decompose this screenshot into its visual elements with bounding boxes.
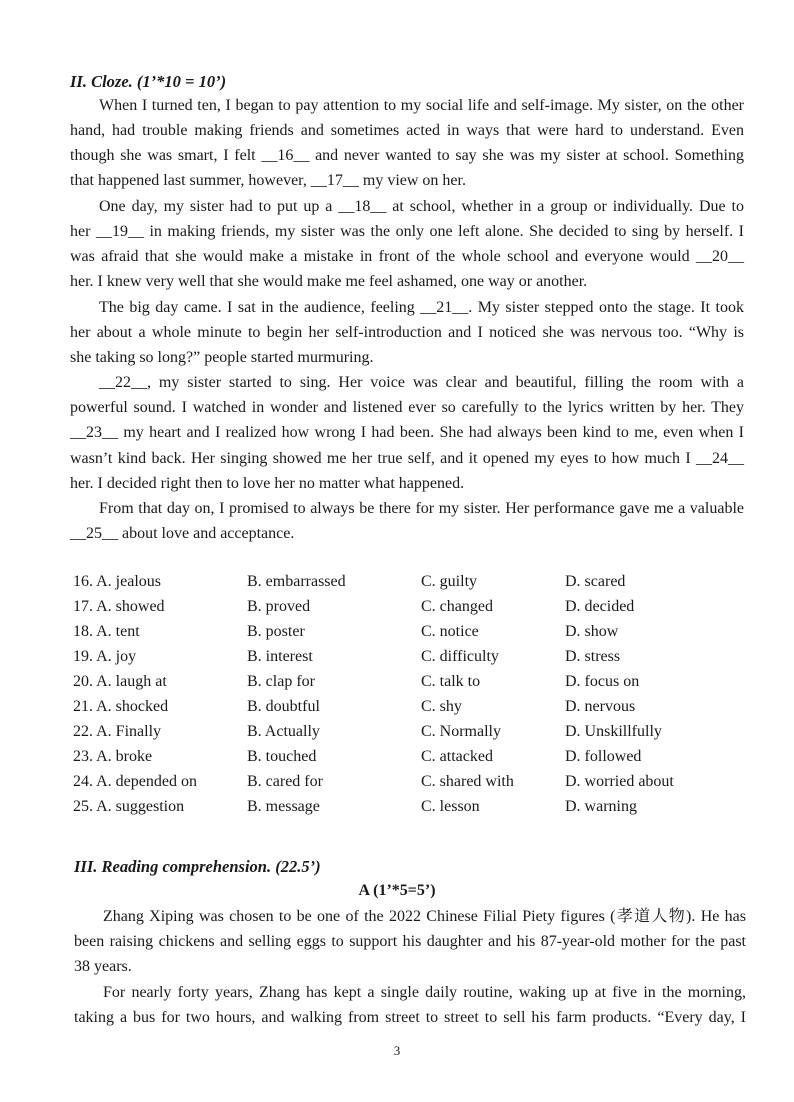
option-24-d: D. worried about [565, 773, 674, 790]
option-24-c: C. shared with [421, 773, 514, 790]
option-16-c: C. guilty [421, 573, 478, 590]
passage-line: 38 years. [74, 958, 132, 975]
passage-line: she taking so long?” people started murmuring. [70, 349, 374, 366]
passage-line: taking a bus for two hours, and walking from street to street to sell his farm products. “Every day, I [74, 1009, 746, 1026]
option-24-b: B. cared for [247, 773, 323, 790]
passage-line: her. I decided right then to love her no matter what happened. [70, 475, 465, 492]
option-20-a: 20. A. laugh at [73, 673, 167, 690]
option-19-a: 19. A. joy [73, 648, 137, 665]
passage-line: __25__ about love and acceptance. [70, 525, 295, 542]
option-19-c: C. difficulty [421, 648, 499, 665]
passage-line: powerful sound. I watched in wonder and listened ever so carefully to the lyrics written by her. They [70, 399, 744, 416]
passage-line: __22__, my sister started to sing. Her voice was clear and beautiful, filling the room with a [99, 374, 744, 391]
option-18-b: B. poster [247, 623, 305, 640]
option-17-b: B. proved [247, 598, 311, 615]
option-17-c: C. changed [421, 598, 493, 615]
option-22-c: C. Normally [421, 723, 501, 740]
passage-line: wasn’t kind back. Her singing showed me her true self, and it opened my eyes to how much I __24__ [70, 450, 744, 467]
option-20-d: D. focus on [565, 673, 640, 690]
reading-subheading: A (1’*5=5’) [358, 882, 436, 899]
passage-line: When I turned ten, I began to pay attention to my social life and self-image. My sister, on the other [99, 97, 744, 114]
option-21-d: D. nervous [565, 698, 636, 715]
passage-line: From that day on, I promised to always be there for my sister. Her performance gave me a valuable [99, 500, 744, 517]
option-23-a: 23. A. broke [73, 748, 153, 765]
option-21-c: C. shy [421, 698, 462, 715]
option-19-d: D. stress [565, 648, 621, 665]
passage-line: her. I knew very well that she would make me feel ashamed, one way or another. [70, 273, 588, 290]
option-25-a: 25. A. suggestion [73, 798, 185, 815]
option-23-c: C. attacked [421, 748, 493, 765]
passage-line: Zhang Xiping was chosen to be one of the 2022 Chinese Filial Piety figures (孝道人物). He has [103, 908, 746, 925]
passage-line: One day, my sister had to put up a __18__ at school, whether in a group or individually. Due to [99, 198, 744, 215]
passage-line: her about a whole minute to begin her self-introduction and I noticed she was nervous too. “Why is [70, 324, 744, 341]
passage-line: though she was smart, I felt __16__ and never wanted to say she was my sister at school. Something [70, 147, 744, 164]
option-17-d: D. decided [565, 598, 635, 615]
option-24-a: 24. A. depended on [73, 773, 197, 790]
passage-line: __23__ my heart and I realized how wrong I had been. She had always been kind to me, even when I [70, 424, 744, 441]
option-23-b: B. touched [247, 748, 317, 765]
passage-line: For nearly forty years, Zhang has kept a single daily routine, waking up at five in the morning, [103, 984, 746, 1001]
option-22-a: 22. A. Finally [73, 723, 162, 740]
passage-line: been raising chickens and selling eggs to support his daughter and his 87-year-old mother for the past [74, 933, 746, 950]
passage-line: hand, had trouble making friends and sometimes acted in ways that were hard to understand. Even [70, 122, 744, 139]
option-16-b: B. embarrassed [247, 573, 346, 590]
page-number: 3 [393, 1043, 401, 1058]
option-21-a: 21. A. shocked [73, 698, 169, 715]
option-25-c: C. lesson [421, 798, 480, 815]
option-19-b: B. interest [247, 648, 313, 665]
passage-line: The big day came. I sat in the audience, feeling __21__. My sister stepped onto the stage. It took [99, 299, 744, 316]
option-22-d: D. Unskillfully [565, 723, 662, 740]
option-17-a: 17. A. showed [73, 598, 165, 615]
passage-line: her __19__ in making friends, my sister was the only one left alone. She decided to sing by herself. I [70, 223, 744, 240]
passage-line: was afraid that she would make a mistake in front of the whole school and everyone would __20__ [70, 248, 744, 265]
option-18-c: C. notice [421, 623, 479, 640]
cloze-heading: II. Cloze. (1’*10 = 10’) [70, 72, 227, 91]
option-18-a: 18. A. tent [73, 623, 140, 640]
option-16-a: 16. A. jealous [73, 573, 161, 590]
option-23-d: D. followed [565, 748, 642, 765]
option-20-c: C. talk to [421, 673, 481, 690]
passage-line: that happened last summer, however, __17__ my view on her. [70, 172, 466, 189]
option-16-d: D. scared [565, 573, 626, 590]
option-18-d: D. show [565, 623, 619, 640]
option-22-b: B. Actually [247, 723, 320, 740]
option-20-b: B. clap for [247, 673, 315, 690]
option-25-b: B. message [247, 798, 320, 815]
option-21-b: B. doubtful [247, 698, 320, 715]
reading-heading: III. Reading comprehension. (22.5’) [74, 857, 321, 876]
option-25-d: D. warning [565, 798, 637, 815]
